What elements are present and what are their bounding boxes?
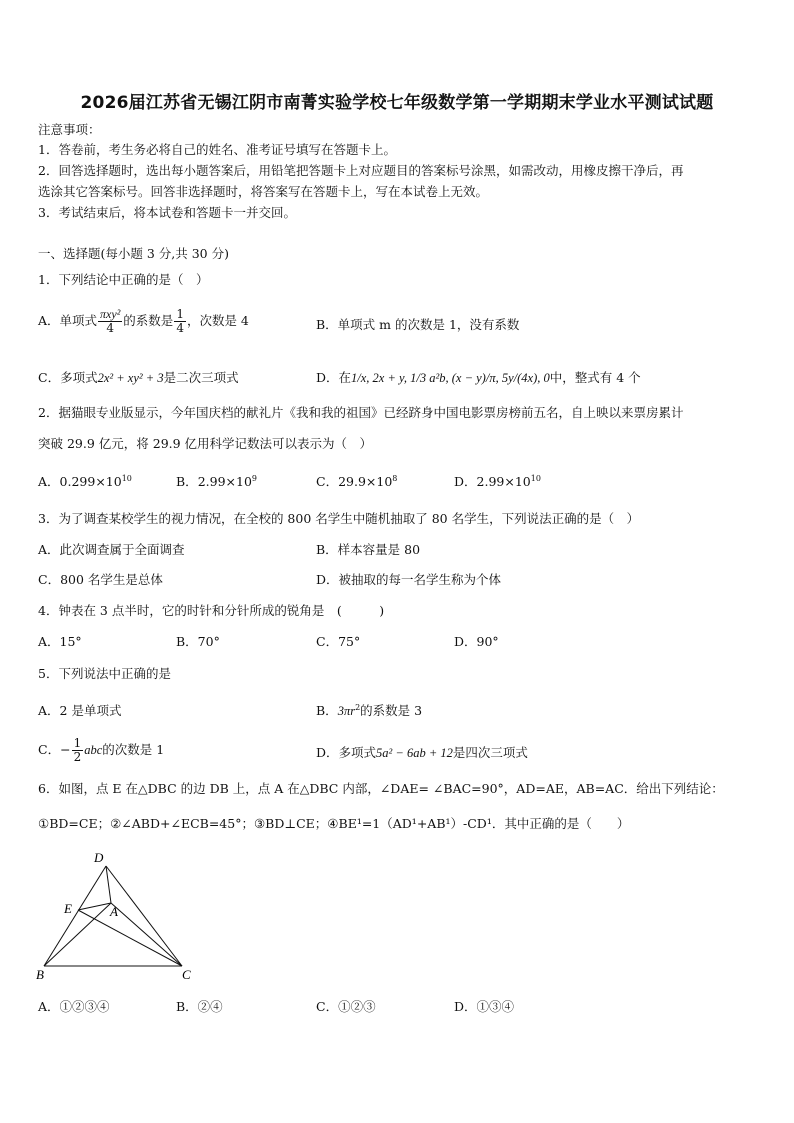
section-heading: 一、选择题(每小题 3 分,共 30 分) bbox=[38, 246, 229, 261]
q2-d-label: D． bbox=[454, 474, 477, 489]
q4-option-a: A．15° bbox=[38, 634, 82, 649]
q2-b-exponent: 9 bbox=[251, 473, 257, 483]
q2-c-exponent: 8 bbox=[392, 473, 398, 483]
q5-b-expr: 3πr bbox=[337, 704, 356, 718]
q6-option-b: B．②④ bbox=[176, 999, 223, 1014]
q1-a-coef bbox=[174, 308, 186, 335]
q5-c-num: 1 bbox=[73, 736, 82, 750]
q2-option-b bbox=[176, 474, 257, 490]
q1-option-b: B．单项式 m 的次数是 1，没有系数 bbox=[316, 317, 520, 332]
label-A: A bbox=[110, 904, 118, 919]
notice-item-2: 2．回答选择题时，选出每小题答案后，用铅笔把答题卡上对应题目的答案标号涂黑，如需改动，用橡皮擦干净后，再 bbox=[38, 163, 684, 178]
label-E: E bbox=[64, 901, 72, 916]
q1-a-mid: 的系数是 bbox=[123, 313, 174, 328]
page-title: 2026届江苏省无锡江阴市南菁实验学校七年级数学第一学期期末学业水平测试试题 bbox=[80, 93, 714, 113]
q1-a-num: πxy² bbox=[100, 307, 121, 321]
notice-item-1: 1．答卷前，考生务必将自己的姓名、准考证号填写在答题卡上。 bbox=[38, 142, 396, 157]
q3-stem: 3．为了调查某校学生的视力情况，在全校的 800 名学生中随机抽取了 80 名学生，下列说法正确的是（ ） bbox=[38, 511, 640, 526]
q6-option-c: C．①②③ bbox=[316, 999, 376, 1014]
q2-a-exponent: 10 bbox=[121, 473, 132, 483]
notice-heading: 注意事项： bbox=[38, 122, 101, 137]
q4-option-d: D．90° bbox=[454, 634, 499, 649]
q6-option-d: D．①③④ bbox=[454, 999, 515, 1014]
label-D: D bbox=[94, 850, 104, 865]
label-C: C bbox=[182, 967, 191, 982]
q2-c-value: 29.9×10 bbox=[338, 474, 393, 489]
q5-stem: 5．下列说法中正确的是 bbox=[38, 666, 171, 681]
q5-c-post: 的次数是 1 bbox=[102, 742, 165, 757]
q5-option-d bbox=[316, 745, 528, 761]
q5-d-expr: 5a² − 6ab + 12 bbox=[376, 746, 453, 760]
q5-b-post: 的系数是 3 bbox=[360, 703, 423, 718]
q2-option-d bbox=[454, 474, 541, 490]
q1-a-fraction bbox=[98, 308, 122, 335]
q2-option-a bbox=[38, 474, 132, 490]
q2-b-value: 2.99×10 bbox=[197, 474, 252, 489]
q1-option-a bbox=[38, 308, 249, 335]
segment-AC bbox=[111, 903, 182, 966]
q1-a-coef-num: 1 bbox=[176, 307, 184, 321]
q5-option-c bbox=[38, 737, 164, 764]
geometry-figure bbox=[34, 848, 204, 988]
q5-option-b: B．$3\pi r^2$的系数是 3 bbox=[316, 702, 423, 718]
q6-line-2: ①BD=CE；②∠ABD+∠ECB=45°；③BD⊥CE；④BE¹=1（AD¹+AB¹）-CD¹．其中正确的是（ ） bbox=[38, 816, 630, 831]
q6-option-a: A．①②③④ bbox=[38, 999, 110, 1014]
q5-d-post: 是四次三项式 bbox=[452, 745, 528, 760]
q1-a-coef-den: 4 bbox=[176, 321, 184, 335]
q2-d-value: 2.99×10 bbox=[476, 474, 531, 489]
q2-a-label: A． bbox=[38, 474, 60, 489]
q2-b-label: B． bbox=[176, 474, 198, 489]
q2-d-exponent: 10 bbox=[530, 473, 541, 483]
q2-c-label: C． bbox=[316, 474, 339, 489]
q5-c-expr: abc bbox=[84, 743, 103, 757]
q3-option-a: A．此次调查属于全面调查 bbox=[38, 542, 185, 557]
q2-line-1: 2．据猫眼专业版显示，今年国庆档的献礼片《我和我的祖国》已经跻身中国电影票房榜前五名，自上映以来票房累计 bbox=[38, 405, 684, 420]
q1-c-expr: 2x² + xy² + 3 bbox=[97, 371, 164, 385]
q5-option-a: A．2 是单项式 bbox=[38, 703, 122, 718]
q1-a-den: 4 bbox=[106, 321, 114, 335]
q4-stem: 4．钟表在 3 点半时，它的时针和分针所成的锐角是 ( ) bbox=[38, 603, 385, 618]
q6-line-1: 6．如图，点 E 在△DBC 的边 DB 上，点 A 在△DBC 内部，∠DAE= ∠BAC=90°，AD=AE，AB=AC．给出下列结论： bbox=[38, 781, 724, 796]
q5-b-prefix: B． bbox=[316, 703, 338, 718]
q1-option-d bbox=[316, 370, 641, 386]
q4-option-c: C．75° bbox=[316, 634, 361, 649]
q5-c-prefix: C． bbox=[38, 742, 61, 757]
q3-option-d: D．被抽取的每一名学生称为个体 bbox=[316, 572, 502, 587]
q1-c-prefix: C．多项式 bbox=[38, 370, 98, 385]
q3-option-c: C．800 名学生是总体 bbox=[38, 572, 163, 587]
q2-option-c bbox=[316, 474, 397, 490]
q4-option-b: B．70° bbox=[176, 634, 220, 649]
q1-a-post: ，次数是 4 bbox=[186, 313, 249, 328]
q5-c-den: 2 bbox=[73, 750, 82, 764]
q2-a-value: 0.299×10 bbox=[59, 474, 122, 489]
notice-item-3: 3．考试结束后，将本试卷和答题卡一并交回。 bbox=[38, 205, 296, 220]
notice-item-2-cont: 选涂其它答案标号。回答非选择题时，将答案写在答题卡上，写在本试卷上无效。 bbox=[38, 184, 489, 199]
segment-EC bbox=[78, 910, 182, 966]
q1-option-c bbox=[38, 370, 239, 386]
label-B: B bbox=[36, 967, 44, 982]
q1-a-prefix: A．单项式 bbox=[38, 313, 98, 328]
q3-option-b: B．样本容量是 80 bbox=[316, 542, 421, 557]
q1-stem: 1．下列结论中正确的是（ ） bbox=[38, 272, 209, 287]
q1-d-prefix: D．在 bbox=[316, 370, 352, 385]
q5-c-neg: − bbox=[60, 742, 71, 757]
q1-d-post: 中，整式有 4 个 bbox=[549, 370, 641, 385]
q2-line-2: 突破 29.9 亿元，将 29.9 亿用科学记数法可以表示为（ ） bbox=[38, 436, 373, 451]
q5-d-prefix: D．多项式 bbox=[316, 745, 377, 760]
q1-c-post: 是二次三项式 bbox=[163, 370, 239, 385]
q1-d-expr: 1/x, 2x + y, 1/3 a²b, (x − y)/π, 5y/(4x), 0 bbox=[351, 371, 550, 385]
q5-c-fraction bbox=[72, 737, 84, 764]
